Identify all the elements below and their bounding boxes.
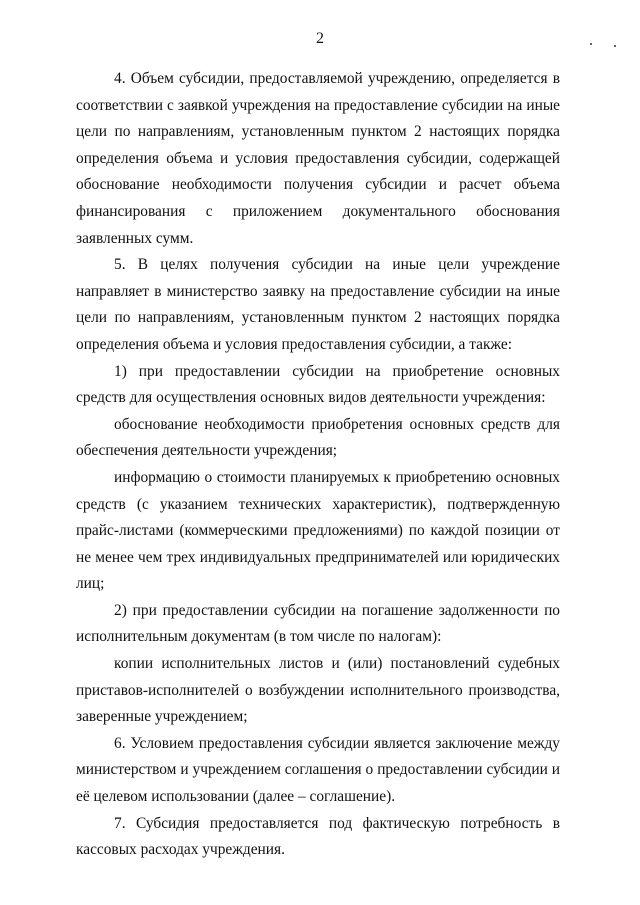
page-number: 2: [316, 30, 324, 47]
paragraph-5-item-1-cost-info: информацию о стоимости планируемых к приобретению основных средств (с указанием технических характеристик), подтвержденную прайс-листами (коммерческими предложениями) по каждой позиции от не менее чем трех индивидуальных предпринимателей или юридических лиц;: [76, 468, 560, 593]
paragraph-4: 4. Объем субсидии, предоставляемой учреждению, определяется в соответствии с заявкой учреждения на предоставление субсидии на иные цели по направлениям, установленным пунктом 2 настоящих порядка определения объема и условия предоставления субсидии, содержащей обоснование необходимости получения субсидии и расчет объема финансирования с приложением документального обоснования заявленных сумм.: [76, 70, 560, 247]
paragraph-5-item-2-copies: копии исполнительных листов и (или) постановлений судебных приставов-исполнителей о возбуждении исполнительного производства, заверенные учреждением;: [76, 655, 560, 726]
paragraph-7: 7. Субсидия предоставляется под фактическую потребность в кассовых расходах учреждения.: [76, 814, 560, 859]
paragraph-5: 5. В целях получения субсидии на иные цели учреждение направляет в министерство заявку на предоставление субсидии на иные цели по направлениям, установленным пунктом 2 настоящих порядка определения объема и условия предоставления субсидии, а также:: [76, 256, 560, 353]
paragraph-5-item-1: 1) при предоставлении субсидии на приобретение основных средств для осуществления основных видов деятельности учреждения:: [76, 362, 560, 407]
scan-speck: [590, 43, 592, 45]
paragraph-5-item-1-justification: обоснование необходимости приобретения основных средств для обеспечения деятельности учреждения;: [76, 415, 560, 460]
paragraph-6: 6. Условием предоставления субсидии является заключение между министерством и учреждением соглашения о предоставлении субсидии и её целевом использовании (далее – соглашение).: [76, 734, 560, 806]
paragraph-5-item-2: 2) при предоставлении субсидии на погашение задолженности по исполнительным документам (в том числе по налогам):: [76, 601, 560, 646]
document-body: [76, 66, 560, 864]
scan-speck: [614, 45, 616, 47]
